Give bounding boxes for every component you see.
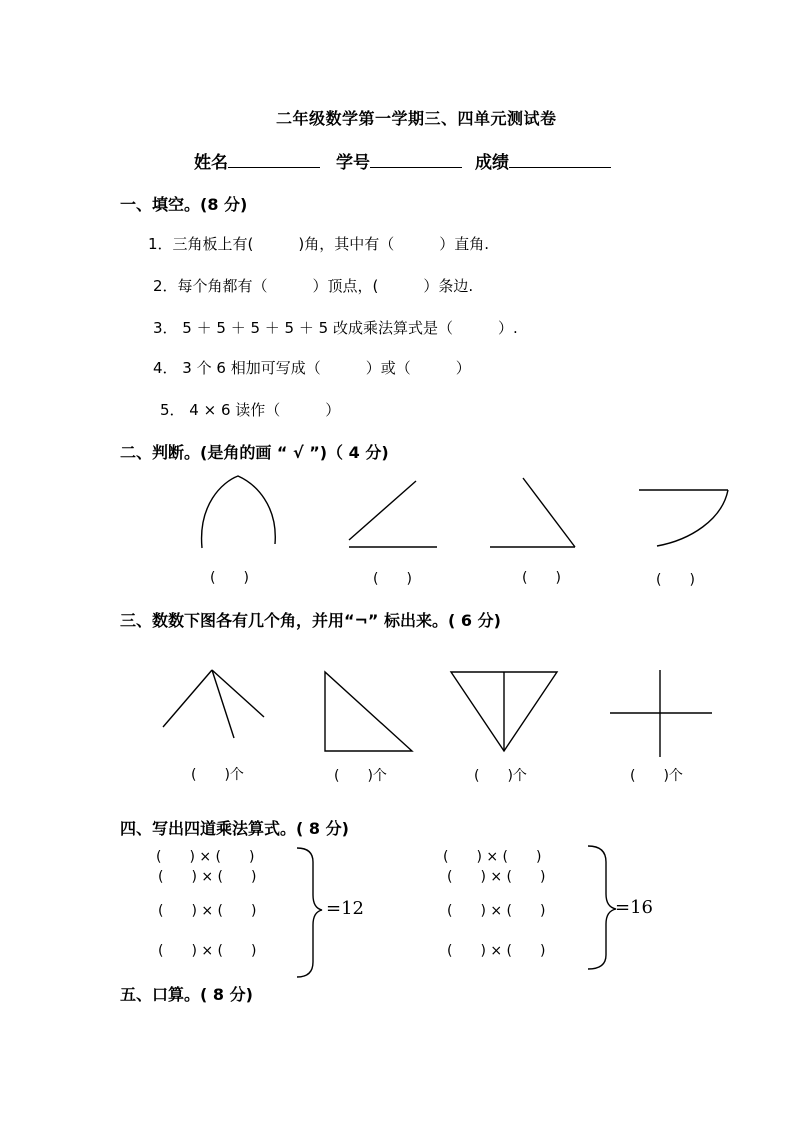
left-expr-3[interactable]: ( ) × ( )	[158, 903, 257, 919]
page-title: 二年级数学第一学期三、四单元测试卷	[276, 109, 557, 128]
split-triangle-figure	[451, 672, 557, 751]
left-expr-1[interactable]: ( ) × ( )	[156, 849, 255, 865]
question-1: 1．三角板上有( )角，其中有（ ）直角.	[148, 235, 490, 253]
right-result: =16	[615, 897, 653, 918]
section5-heading: 五、口算。( 8 分)	[120, 985, 253, 1004]
right-expr-4[interactable]: ( ) × ( )	[447, 943, 546, 959]
question-4: 4． 3 个 6 相加可写成（ ）或（ ）	[153, 359, 471, 377]
right-expr-2[interactable]: ( ) × ( )	[447, 869, 546, 885]
judge-answer-2[interactable]: ( )	[373, 571, 412, 587]
right-triangle-figure	[325, 672, 412, 751]
right-brace	[588, 846, 616, 969]
angle-figure-3	[490, 478, 575, 547]
section4-heading: 四、写出四道乘法算式。( 8 分)	[120, 819, 349, 838]
section1-heading: 一、填空。(8 分)	[120, 195, 248, 214]
count-answer-2[interactable]: ( )个	[334, 768, 387, 784]
left-brace	[297, 848, 322, 977]
angle-figure-2	[349, 481, 437, 547]
section2-heading: 二、判断。(是角的画 “ √ ”)（ 4 分)	[120, 443, 389, 462]
question-2: 2．每个角都有（ ）顶点，( ）条边.	[153, 277, 474, 295]
judge-answer-4[interactable]: ( )	[656, 572, 695, 588]
right-expr-3[interactable]: ( ) × ( )	[447, 903, 546, 919]
angle-count-figure-1	[163, 670, 264, 738]
id-label: 学号	[336, 153, 370, 173]
question-3: 3． 5 ＋ 5 ＋ 5 ＋ 5 ＋ 5 改成乘法算式是（ ）.	[153, 319, 518, 337]
left-expr-4[interactable]: ( ) × ( )	[158, 943, 257, 959]
score-label: 成绩	[475, 153, 509, 173]
question-5: 5． 4 × 6 读作（ ）	[160, 401, 341, 419]
left-expr-2[interactable]: ( ) × ( )	[158, 869, 257, 885]
count-answer-1[interactable]: ( )个	[191, 767, 244, 783]
curved-figure-4	[639, 490, 728, 546]
judge-answer-3[interactable]: ( )	[522, 570, 561, 586]
count-answer-4[interactable]: ( )个	[630, 768, 683, 784]
right-expr-1[interactable]: ( ) × ( )	[443, 849, 542, 865]
name-label: 姓名	[194, 153, 228, 173]
count-answer-3[interactable]: ( )个	[474, 768, 527, 784]
judge-answer-1[interactable]: ( )	[210, 570, 249, 586]
section3-heading: 三、数数下图各有几个角，并用“¬” 标出来。( 6 分)	[120, 611, 501, 630]
arch-figure	[202, 476, 276, 548]
cross-figure	[610, 670, 712, 757]
left-result: =12	[326, 898, 364, 919]
